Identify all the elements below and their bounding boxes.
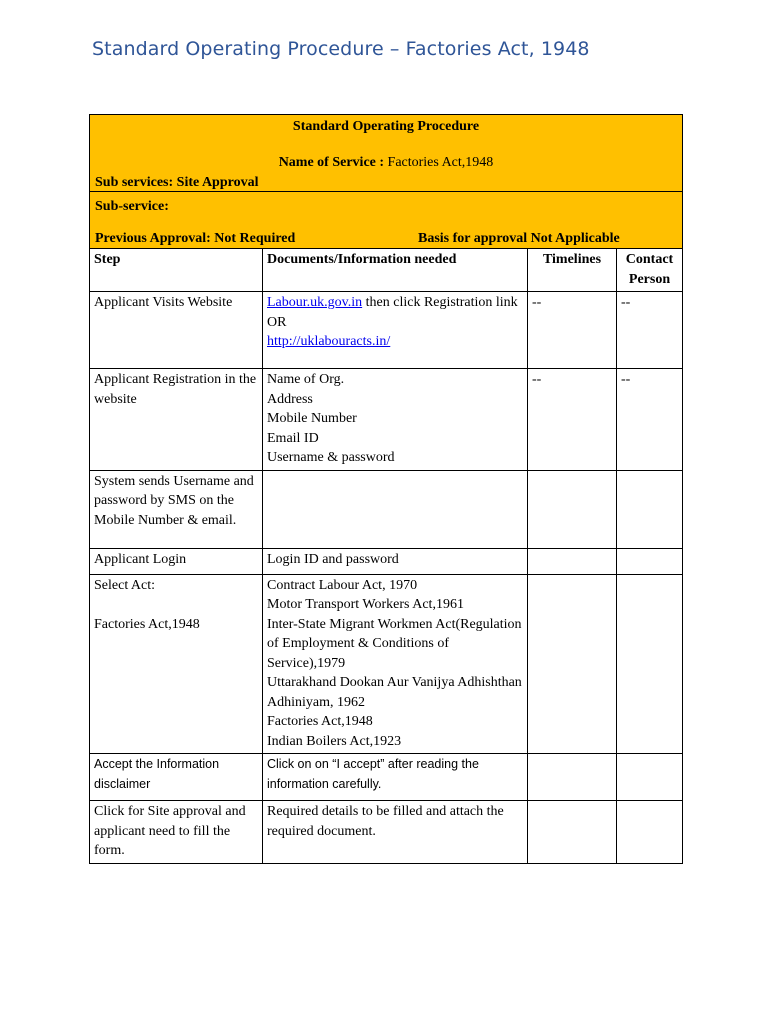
step-cell: Applicant Registration in the website (90, 369, 263, 471)
column-header-step: Step (90, 249, 263, 292)
timeline-cell: -- (528, 369, 617, 471)
uklabouracts-link[interactable]: http://uklabouracts.in/ (267, 334, 391, 349)
table-row (90, 470, 683, 548)
table-row (90, 574, 683, 754)
column-header-documents: Documents/Information needed (263, 249, 528, 292)
previous-approval: Previous Approval: Not Required (95, 231, 296, 246)
docs-cell: Labour.uk.gov.in then click Registration link OR http://uklabouracts.in/ (263, 292, 528, 369)
banner-title: Standard Operating Procedure (292, 119, 480, 134)
column-header-row (90, 249, 683, 292)
basis-for-approval: Basis for approval Not Applicable (418, 231, 620, 246)
service-value: Factories Act,1948 (387, 155, 494, 170)
step-cell: Click for Site approval and applicant need to fill the form. (90, 801, 263, 864)
table-row (90, 754, 683, 801)
contact-cell (617, 470, 683, 548)
step-cell: System sends Username and password by SMS on the Mobile Number & email. (90, 470, 263, 548)
timeline-cell (528, 801, 617, 864)
page-header: Standard Operating Procedure – Factories Act, 1948 (92, 38, 590, 60)
banner-row-service (90, 115, 683, 192)
service-label: Name of Service : (278, 155, 385, 170)
banner-service-cell (90, 115, 683, 192)
timeline-cell: -- (528, 292, 617, 369)
step-cell: Applicant Visits Website (90, 292, 263, 369)
contact-cell: -- (617, 369, 683, 471)
step-cell: Applicant Login (90, 548, 263, 574)
banner-approval-cell (90, 192, 683, 249)
docs-cell: Click on on “I accept” after reading the information carefully. (263, 754, 528, 801)
sop-table (89, 114, 683, 864)
table-row (90, 292, 683, 369)
docs-cell: Name of Org. Address Mobile Number Email ID Username & password (263, 369, 528, 471)
service-name (90, 153, 682, 173)
banner-row-approval (90, 192, 683, 249)
timeline-cell (528, 470, 617, 548)
table-row (90, 801, 683, 864)
sub-services: Sub services: Site Approval (95, 175, 259, 190)
step-cell: Select Act: Factories Act,1948 (90, 574, 263, 754)
timeline-cell (528, 548, 617, 574)
docs-cell (263, 470, 528, 548)
sub-service: Sub-service: (95, 199, 169, 214)
contact-cell (617, 754, 683, 801)
column-header-timelines: Timelines (528, 249, 617, 292)
contact-cell (617, 574, 683, 754)
docs-cell: Required details to be filled and attach the required document. (263, 801, 528, 864)
table-row (90, 369, 683, 471)
timeline-cell (528, 754, 617, 801)
docs-cell: Contract Labour Act, 1970 Motor Transport Workers Act,1961 Inter-State Migrant Workmen Act(Regulation of Employment & Conditions of Service),1979 Uttarakhand Dookan Aur Vanijya Adhishthan Adhiniyam, 1962 Factories Act,1948 Indian Boilers Act,1923 (263, 574, 528, 754)
step-cell: Accept the Information disclaimer (90, 754, 263, 801)
contact-cell (617, 548, 683, 574)
column-header-contact: Contact Person (617, 249, 683, 292)
contact-cell: -- (617, 292, 683, 369)
docs-cell: Login ID and password (263, 548, 528, 574)
table-row (90, 548, 683, 574)
contact-cell (617, 801, 683, 864)
labour-website-link[interactable]: Labour.uk.gov.in (267, 295, 363, 310)
timeline-cell (528, 574, 617, 754)
